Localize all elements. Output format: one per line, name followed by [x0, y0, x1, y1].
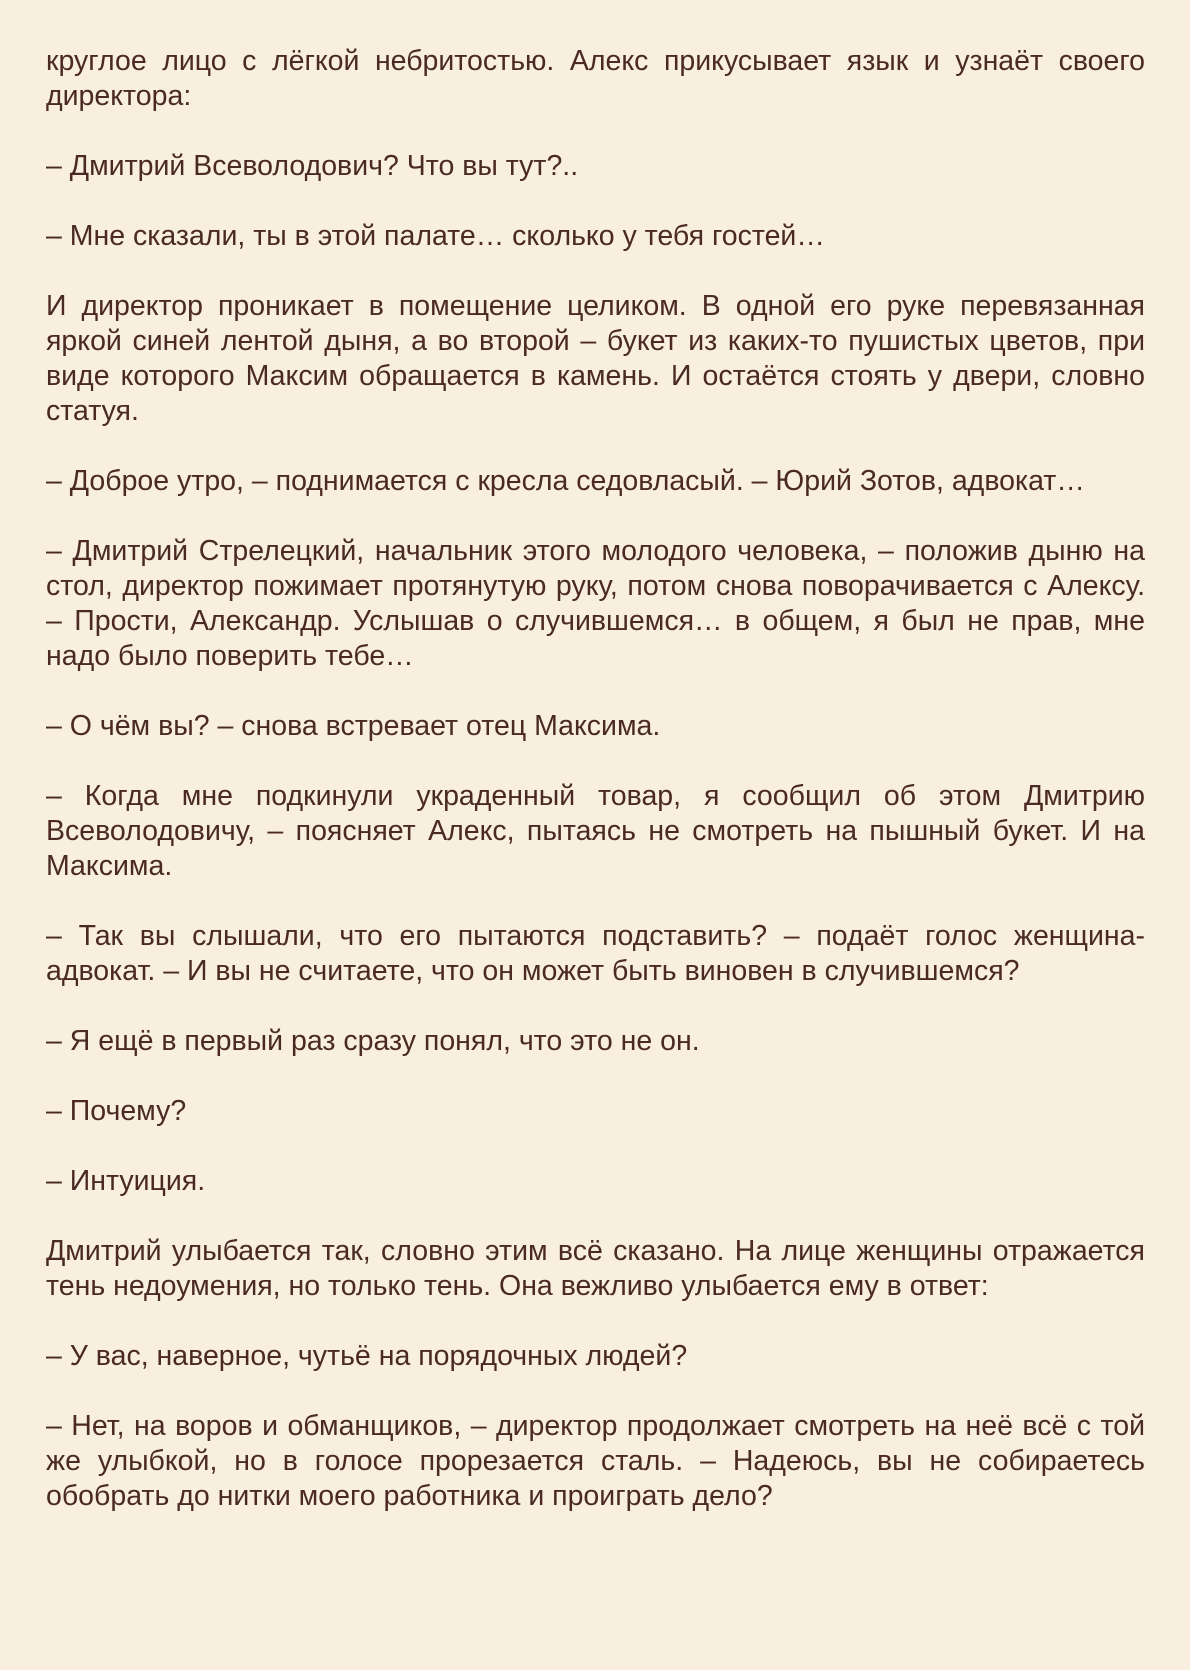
paragraph: – Дмитрий Стрелецкий, начальник этого молодого человека, – положив дыню на стол, директор пожимает протянутую руку, потом снова поворачивается с Алексу. – Прости, Александр. Услышав о случившемся… в общем, я был не прав, мне надо было поверить тебе… — [46, 535, 1145, 672]
paragraph: – У вас, наверное, чутьё на порядочных людей? — [46, 1340, 688, 1372]
paragraph: Дмитрий улыбается так, словно этим всё сказано. На лице женщины отражается тень недоумения, но только тень. Она вежливо улыбается ему в ответ: — [46, 1235, 1145, 1302]
paragraph: И директор проникает в помещение целиком. В одной его руке перевязанная яркой синей лентой дыня, а во второй – букет из каких-то пушистых цветов, при виде которого Максим обращается в камень. И остаётся стоять у двери, словно статуя. — [46, 290, 1145, 427]
paragraph: – Мне сказали, ты в этой палате… сколько у тебя гостей… — [46, 220, 825, 252]
paragraph: круглое лицо с лёгкой небритостью. Алекс прикусывает язык и узнаёт своего директора: — [46, 45, 1145, 112]
paragraph: – Когда мне подкинули украденный товар, я сообщил об этом Дмитрию Всеволодовичу, – поясняет Алекс, пытаясь не смотреть на пышный букет. И на Максима. — [46, 780, 1145, 882]
paragraph: – Я ещё в первый раз сразу понял, что это не он. — [46, 1025, 700, 1057]
paragraph: – Дмитрий Всеволодович? Что вы тут?.. — [46, 150, 579, 182]
paragraph: – Так вы слышали, что его пытаются подставить? – подаёт голос женщина-адвокат. – И вы не считаете, что он может быть виновен в случившемся? — [46, 920, 1145, 987]
paragraph: – Нет, на воров и обманщиков, – директор продолжает смотреть на неё всё с той же улыбкой, но в голосе прорезается сталь. – Надеюсь, вы не собираетесь обобрать до нитки моего работника и проиграть дело? — [46, 1410, 1145, 1512]
paragraph: – Доброе утро, – поднимается с кресла седовласый. – Юрий Зотов, адвокат… — [46, 465, 1085, 497]
paragraph: – Интуиция. — [46, 1165, 206, 1197]
paragraph: – Почему? — [46, 1095, 187, 1127]
paragraph: – О чём вы? – снова встревает отец Максима. — [46, 710, 661, 742]
